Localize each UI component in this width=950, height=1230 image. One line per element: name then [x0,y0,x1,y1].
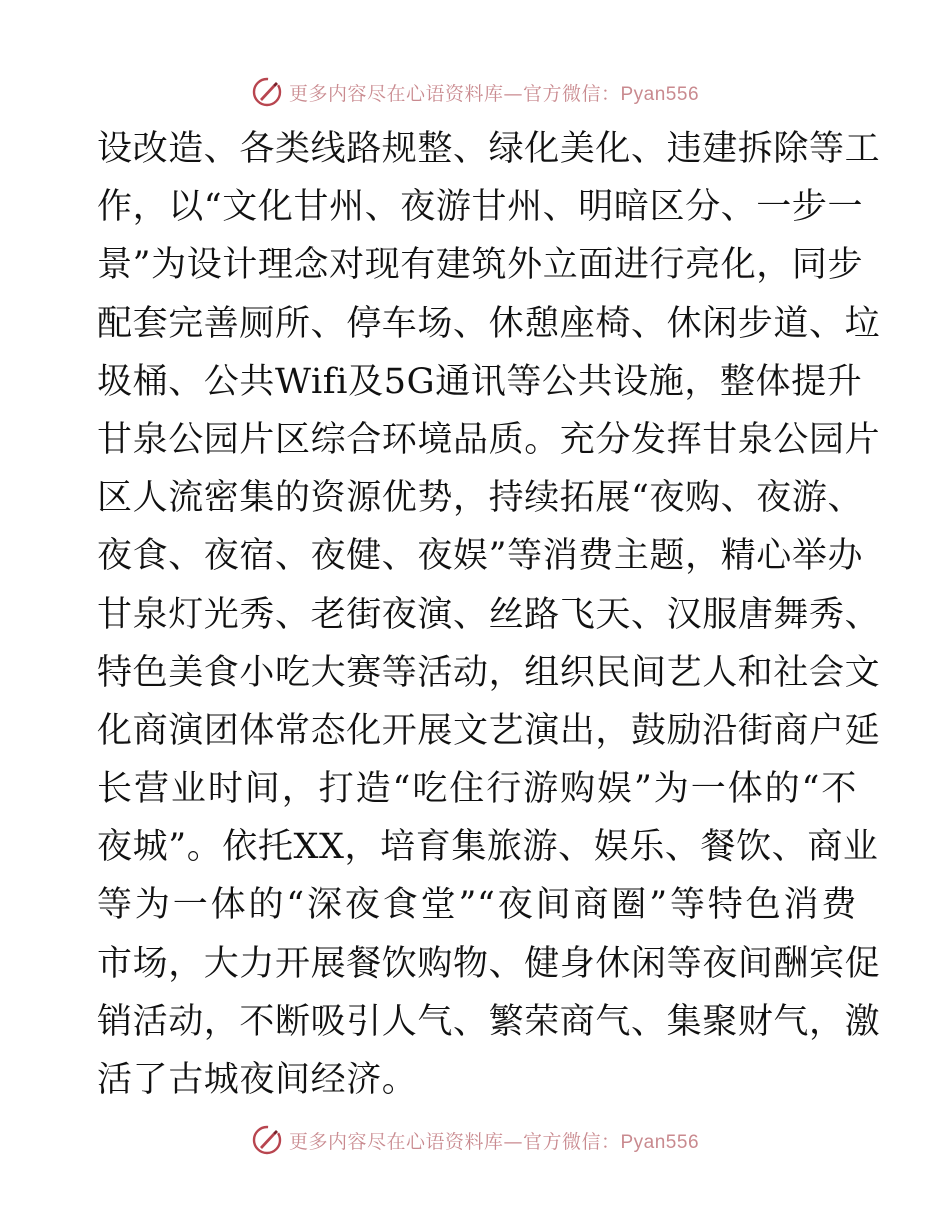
paragraph-line: 圾桶、公共Wifi及5G通讯等公共设施，整体提升 [97,361,863,402]
paragraph-line: 甘泉灯光秀、老街夜演、丝路飞天、汉服唐舞秀、 [97,594,881,635]
paragraph-line: 区人流密集的资源优势，持续拓展“夜购、夜游、 [97,478,864,519]
ink-seal-logo-icon [251,76,283,108]
header-watermark [0,72,950,112]
paragraph-line: 设改造、各类线路规整、绿化美化、违建拆除等工 [97,129,881,169]
paragraph-line: 甘泉公园片区综合环境品质。充分发挥甘泉公园片 [97,419,881,460]
paragraph-line: 市场，大力开展餐饮购物、健身休闲等夜间酬宾促 [97,943,881,984]
paragraph-line: 配套完善厕所、停车场、休憩座椅、休闲步道、垃 [97,303,881,344]
paragraph-line: 销活动，不断吸引人气、繁荣商气、集聚财气，激 [97,1001,881,1042]
document-paragraph [97,120,881,1109]
paragraph-line: 夜城”。依托XX，培育集旅游、娱乐、餐饮、商业 [97,827,879,868]
ink-seal-logo-icon [251,1124,283,1156]
paragraph-line: 等为一体的“深夜食堂”“夜间商圈”等特色消费 [97,885,857,926]
paragraph-line: 长营业时间，打造“吃住行游购娱”为一体的“不 [97,769,857,810]
paragraph-line: 活了古城夜间经济。 [97,1060,418,1100]
watermark-text: 更多内容尽在心语资料库—官方微信：Pyan556 [288,1130,700,1153]
paragraph-line: 特色美食小吃大赛等活动，组织民间艺人和社会文 [97,652,881,693]
paragraph-line: 作，以“文化甘州、夜游甘州、明暗区分、一步一 [97,187,864,228]
footer-watermark [0,1120,950,1160]
paragraph-line: 化商演团体常态化开展文艺演出，鼓励沿街商户延 [97,710,881,751]
watermark-text: 更多内容尽在心语资料库—官方微信：Pyan556 [288,82,700,105]
paragraph-line: 景”为设计理念对现有建筑外立面进行亮化，同步 [97,245,864,286]
paragraph-line: 夜食、夜宿、夜健、夜娱”等消费主题，精心举办 [97,536,864,577]
